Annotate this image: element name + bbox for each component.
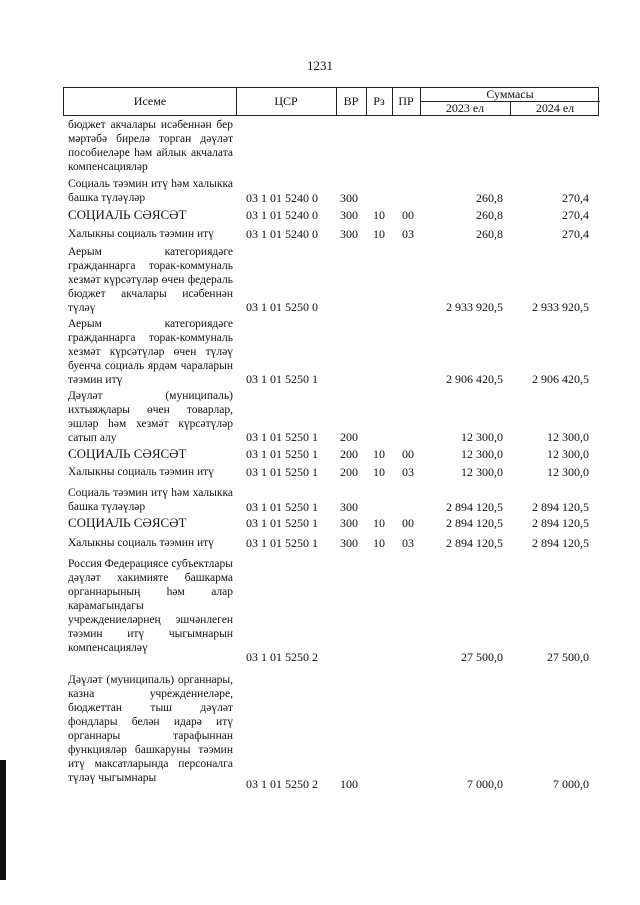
row-pr: 03 <box>402 536 414 550</box>
row-sum-2023: 12 300,0 <box>461 447 503 461</box>
row-csr: 03 1 01 5250 1 <box>246 536 318 550</box>
row-name: Халыкны социаль тәэмин итү <box>68 228 214 240</box>
row-sum-2023: 2 894 120,5 <box>446 536 503 550</box>
header-rz: Рз <box>373 94 385 108</box>
row-vr: 100 <box>340 777 358 791</box>
row-sum-2023: 7 000,0 <box>467 777 503 791</box>
row-pr: 00 <box>402 516 414 530</box>
header-csr: ЦСР <box>274 94 298 108</box>
row-sum-2023: 2 906 420,5 <box>446 372 503 386</box>
header-name: Исеме <box>133 94 167 108</box>
row-rz: 10 <box>373 536 385 550</box>
row-sum-2023: 12 300,0 <box>461 465 503 479</box>
row-name: СОЦИАЛЬ СӘЯСӘТ <box>68 515 187 530</box>
row-vr: 300 <box>340 500 358 514</box>
row-sum-2024: 270,4 <box>562 191 589 205</box>
row-sum-2024: 2 894 120,5 <box>532 536 589 550</box>
row-sum-2023: 12 300,0 <box>461 430 503 444</box>
row-csr: 03 1 01 5250 1 <box>246 447 318 461</box>
row-name: Аерым категориядәге гражданнарга торак-коммуналь хезмәт күрсәтүләр өчен федераль бюджет акчалары исәбеннән түләү <box>68 246 233 314</box>
row-name: Халыкны социаль тәэмин итү <box>68 466 214 478</box>
row-sum-2024: 2 933 920,5 <box>532 300 589 314</box>
row-csr: 03 1 01 5250 1 <box>246 516 318 530</box>
row-rz: 10 <box>373 465 385 479</box>
row-name: Аерым категориядәге гражданнарга торак-коммуналь хезмәт күрсәтүләр өчен түләү буенча социаль ярдәм чараларын тәэмин итү <box>68 318 233 386</box>
row-name: Дәүләт (муниципаль) ихтыяҗлары өчен товарлар, эшләр һәм хезмәт күрсәтүләр сатып алу <box>68 390 233 444</box>
row-sum-2023: 2 894 120,5 <box>446 500 503 514</box>
row-csr: 03 1 01 5240 0 <box>246 191 318 205</box>
header-year-2023: 2023 ел <box>445 100 485 115</box>
row-sum-2023: 27 500,0 <box>461 650 503 664</box>
row-sum-2023: 260,8 <box>476 208 503 222</box>
row-name: СОЦИАЛЬ СӘЯСӘТ <box>68 446 187 461</box>
row-vr: 300 <box>340 191 358 205</box>
row-pr: 03 <box>402 227 414 241</box>
row-csr: 03 1 01 5250 1 <box>246 500 318 514</box>
header-vr: ВР <box>343 94 359 108</box>
row-sum-2024: 7 000,0 <box>553 777 589 791</box>
row-csr: 03 1 01 5250 2 <box>246 777 318 791</box>
row-name: Дәүләт (муниципаль) органнары, казна учреждениеләре, бюджеттан тыш дәүләт фондлары белән идарә итү органнары тарафыннан функцияләр башкаруны тәэмин итү максатларында персоналга түләү чыгымнары <box>68 674 233 784</box>
row-sum-2024: 12 300,0 <box>547 447 589 461</box>
row-sum-2023: 260,8 <box>476 227 503 241</box>
row-rz: 10 <box>373 447 385 461</box>
row-sum-2024: 2 894 120,5 <box>532 516 589 530</box>
row-sum-2024: 27 500,0 <box>547 650 589 664</box>
row-name: Социаль тәэмин итү һәм халыкка башка түләүләр <box>68 178 233 204</box>
row-pr: 00 <box>402 208 414 222</box>
row-csr: 03 1 01 5240 0 <box>246 227 318 241</box>
row-sum-2024: 12 300,0 <box>547 430 589 444</box>
row-name: Россия Федерациясе субъектлары дәүләт хакимияте башкарма органнарының һәм алар карамагындагы учреждениеләрнең эшчәнлеген тәэмин итү чыгымнарын компенсацияләү <box>68 558 234 654</box>
row-sum-2023: 2 933 920,5 <box>446 300 503 314</box>
row-vr: 200 <box>340 430 358 444</box>
row-csr: 03 1 01 5240 0 <box>246 208 318 222</box>
scan-edge-mark <box>0 760 6 880</box>
row-rz: 10 <box>373 208 385 222</box>
row-pr: 00 <box>402 447 414 461</box>
row-sum-2024: 270,4 <box>562 208 589 222</box>
header-year-2024: 2024 ел <box>535 100 575 115</box>
row-name: Халыкны социаль тәэмин итү <box>68 537 214 549</box>
row-vr: 200 <box>340 447 358 461</box>
row-sum-2023: 260,8 <box>476 191 503 205</box>
row-sum-2024: 270,4 <box>562 227 589 241</box>
row-name: СОЦИАЛЬ СӘЯСӘТ <box>68 207 187 222</box>
page-number: 1231 <box>307 58 333 73</box>
row-name: Социаль тәэмин итү һәм халыкка башка түләүләр <box>68 487 233 513</box>
row-csr: 03 1 01 5250 0 <box>246 300 318 314</box>
row-vr: 300 <box>340 208 358 222</box>
row-csr: 03 1 01 5250 1 <box>246 430 318 444</box>
row-name: бюджет акчалары исәбеннән бер мәртәбә бирелә торган дәүләт пособиеләре һәм айлык акчалата компенсацияләр <box>68 119 233 173</box>
row-pr: 03 <box>402 465 414 479</box>
row-vr: 300 <box>340 227 358 241</box>
row-rz: 10 <box>373 516 385 530</box>
row-csr: 03 1 01 5250 2 <box>246 650 318 664</box>
row-sum-2024: 12 300,0 <box>547 465 589 479</box>
row-vr: 300 <box>340 536 358 550</box>
header-sums: Суммасы <box>486 87 534 101</box>
row-vr: 300 <box>340 516 358 530</box>
row-sum-2024: 2 906 420,5 <box>532 372 589 386</box>
row-rz: 10 <box>373 227 385 241</box>
row-csr: 03 1 01 5250 1 <box>246 465 318 479</box>
row-sum-2023: 2 894 120,5 <box>446 516 503 530</box>
row-sum-2024: 2 894 120,5 <box>532 500 589 514</box>
row-csr: 03 1 01 5250 1 <box>246 372 318 386</box>
header-pr: ПР <box>398 94 414 108</box>
row-vr: 200 <box>340 465 358 479</box>
